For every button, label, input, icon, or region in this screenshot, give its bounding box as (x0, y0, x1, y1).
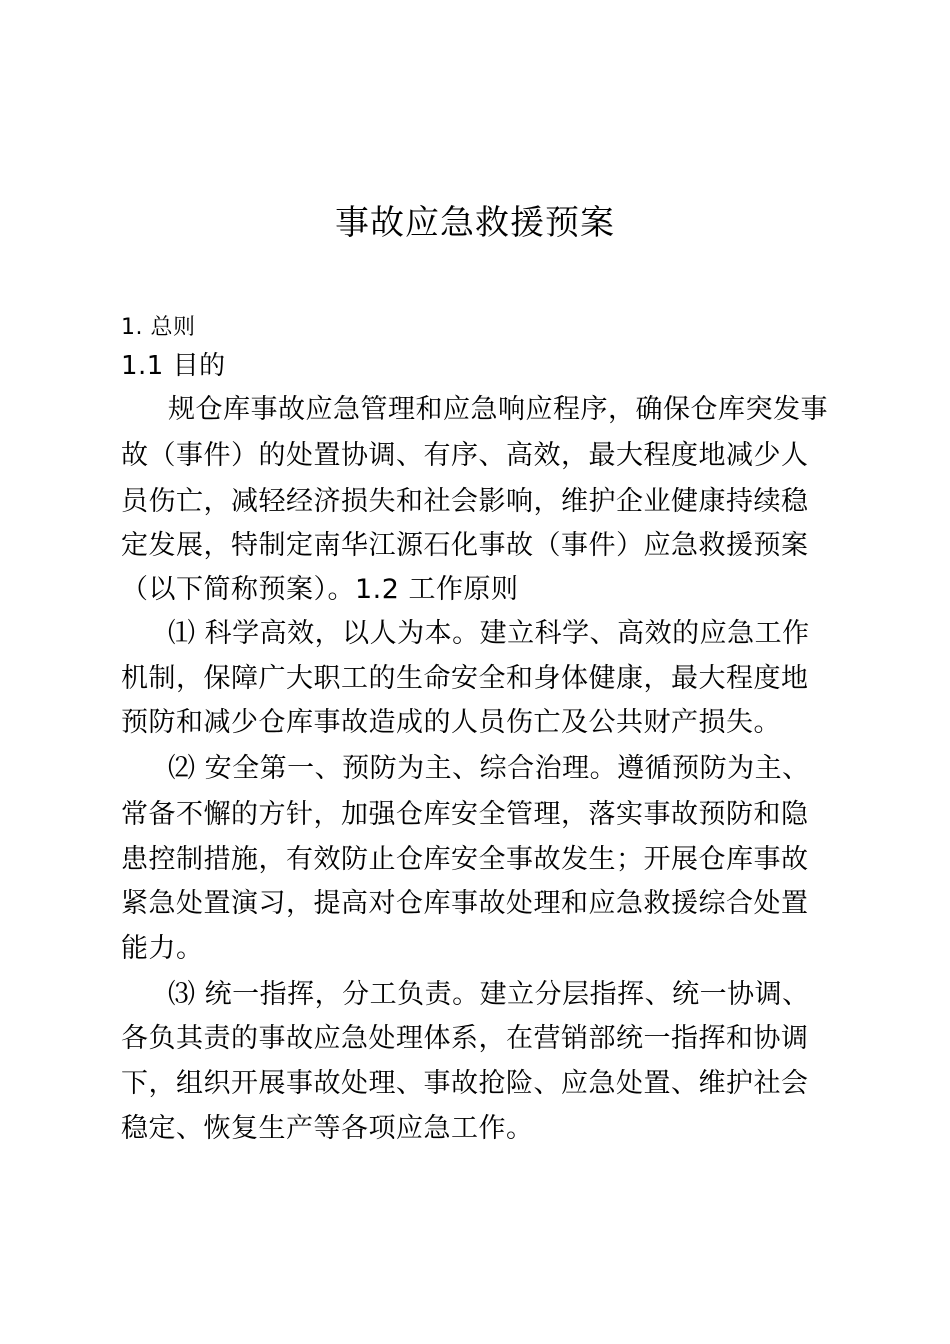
paragraph-line: 故（事件）的处置协调、有序、高效，最大程度地减少人 (121, 440, 809, 471)
paragraph-line: 员伤亡，减轻经济损失和社会影响，维护企业健康持续稳 (121, 486, 809, 517)
paragraph-line: 能力。 (121, 933, 204, 964)
paragraph-line: 各负其责的事故应急处理体系，在营销部统一指挥和协调 (121, 1023, 809, 1054)
section-heading-purpose: 1.1 目的 (121, 351, 226, 381)
principle-item-1-line: ⑴ 科学高效，以人为本。建立科学、高效的应急工作 (168, 618, 810, 649)
paragraph-line: 下，组织开展事故处理、事故抢险、应急处置、维护社会 (121, 1068, 809, 1099)
paragraph-line: 规仓库事故应急管理和应急响应程序，确保仓库突发事 (168, 394, 828, 425)
principle-item-2-line: ⑵ 安全第一、预防为主、综合治理。遵循预防为主、 (168, 753, 810, 784)
paragraph-line: 稳定、恢复生产等各项应急工作。 (121, 1113, 534, 1144)
document-title: 事故应急救援预案 (335, 203, 615, 243)
paragraph-line: 预防和减少仓库事故造成的人员伤亡及公共财产损失。 (121, 707, 781, 738)
paragraph-line: 患控制措施，有效防止仓库安全事故发生；开展仓库事故 (121, 844, 809, 875)
paragraph-line: 常备不懈的方针，加强仓库安全管理，落实事故预防和隐 (121, 799, 809, 830)
paragraph-line: 紧急处置演习，提高对仓库事故处理和应急救援综合处置 (121, 888, 809, 919)
paragraph-line: 机制，保障广大职工的生命安全和身体健康，最大程度地 (121, 663, 809, 694)
section-heading-general: 1. 总则 (121, 315, 196, 340)
paragraph-line: （以下简称预案）。1.2 工作原则 (121, 574, 519, 605)
paragraph-line: 定发展，特制定南华江源石化事故（事件）应急救援预案 (121, 530, 809, 561)
principle-item-3-line: ⑶ 统一指挥，分工负责。建立分层指挥、统一协调、 (168, 979, 810, 1010)
